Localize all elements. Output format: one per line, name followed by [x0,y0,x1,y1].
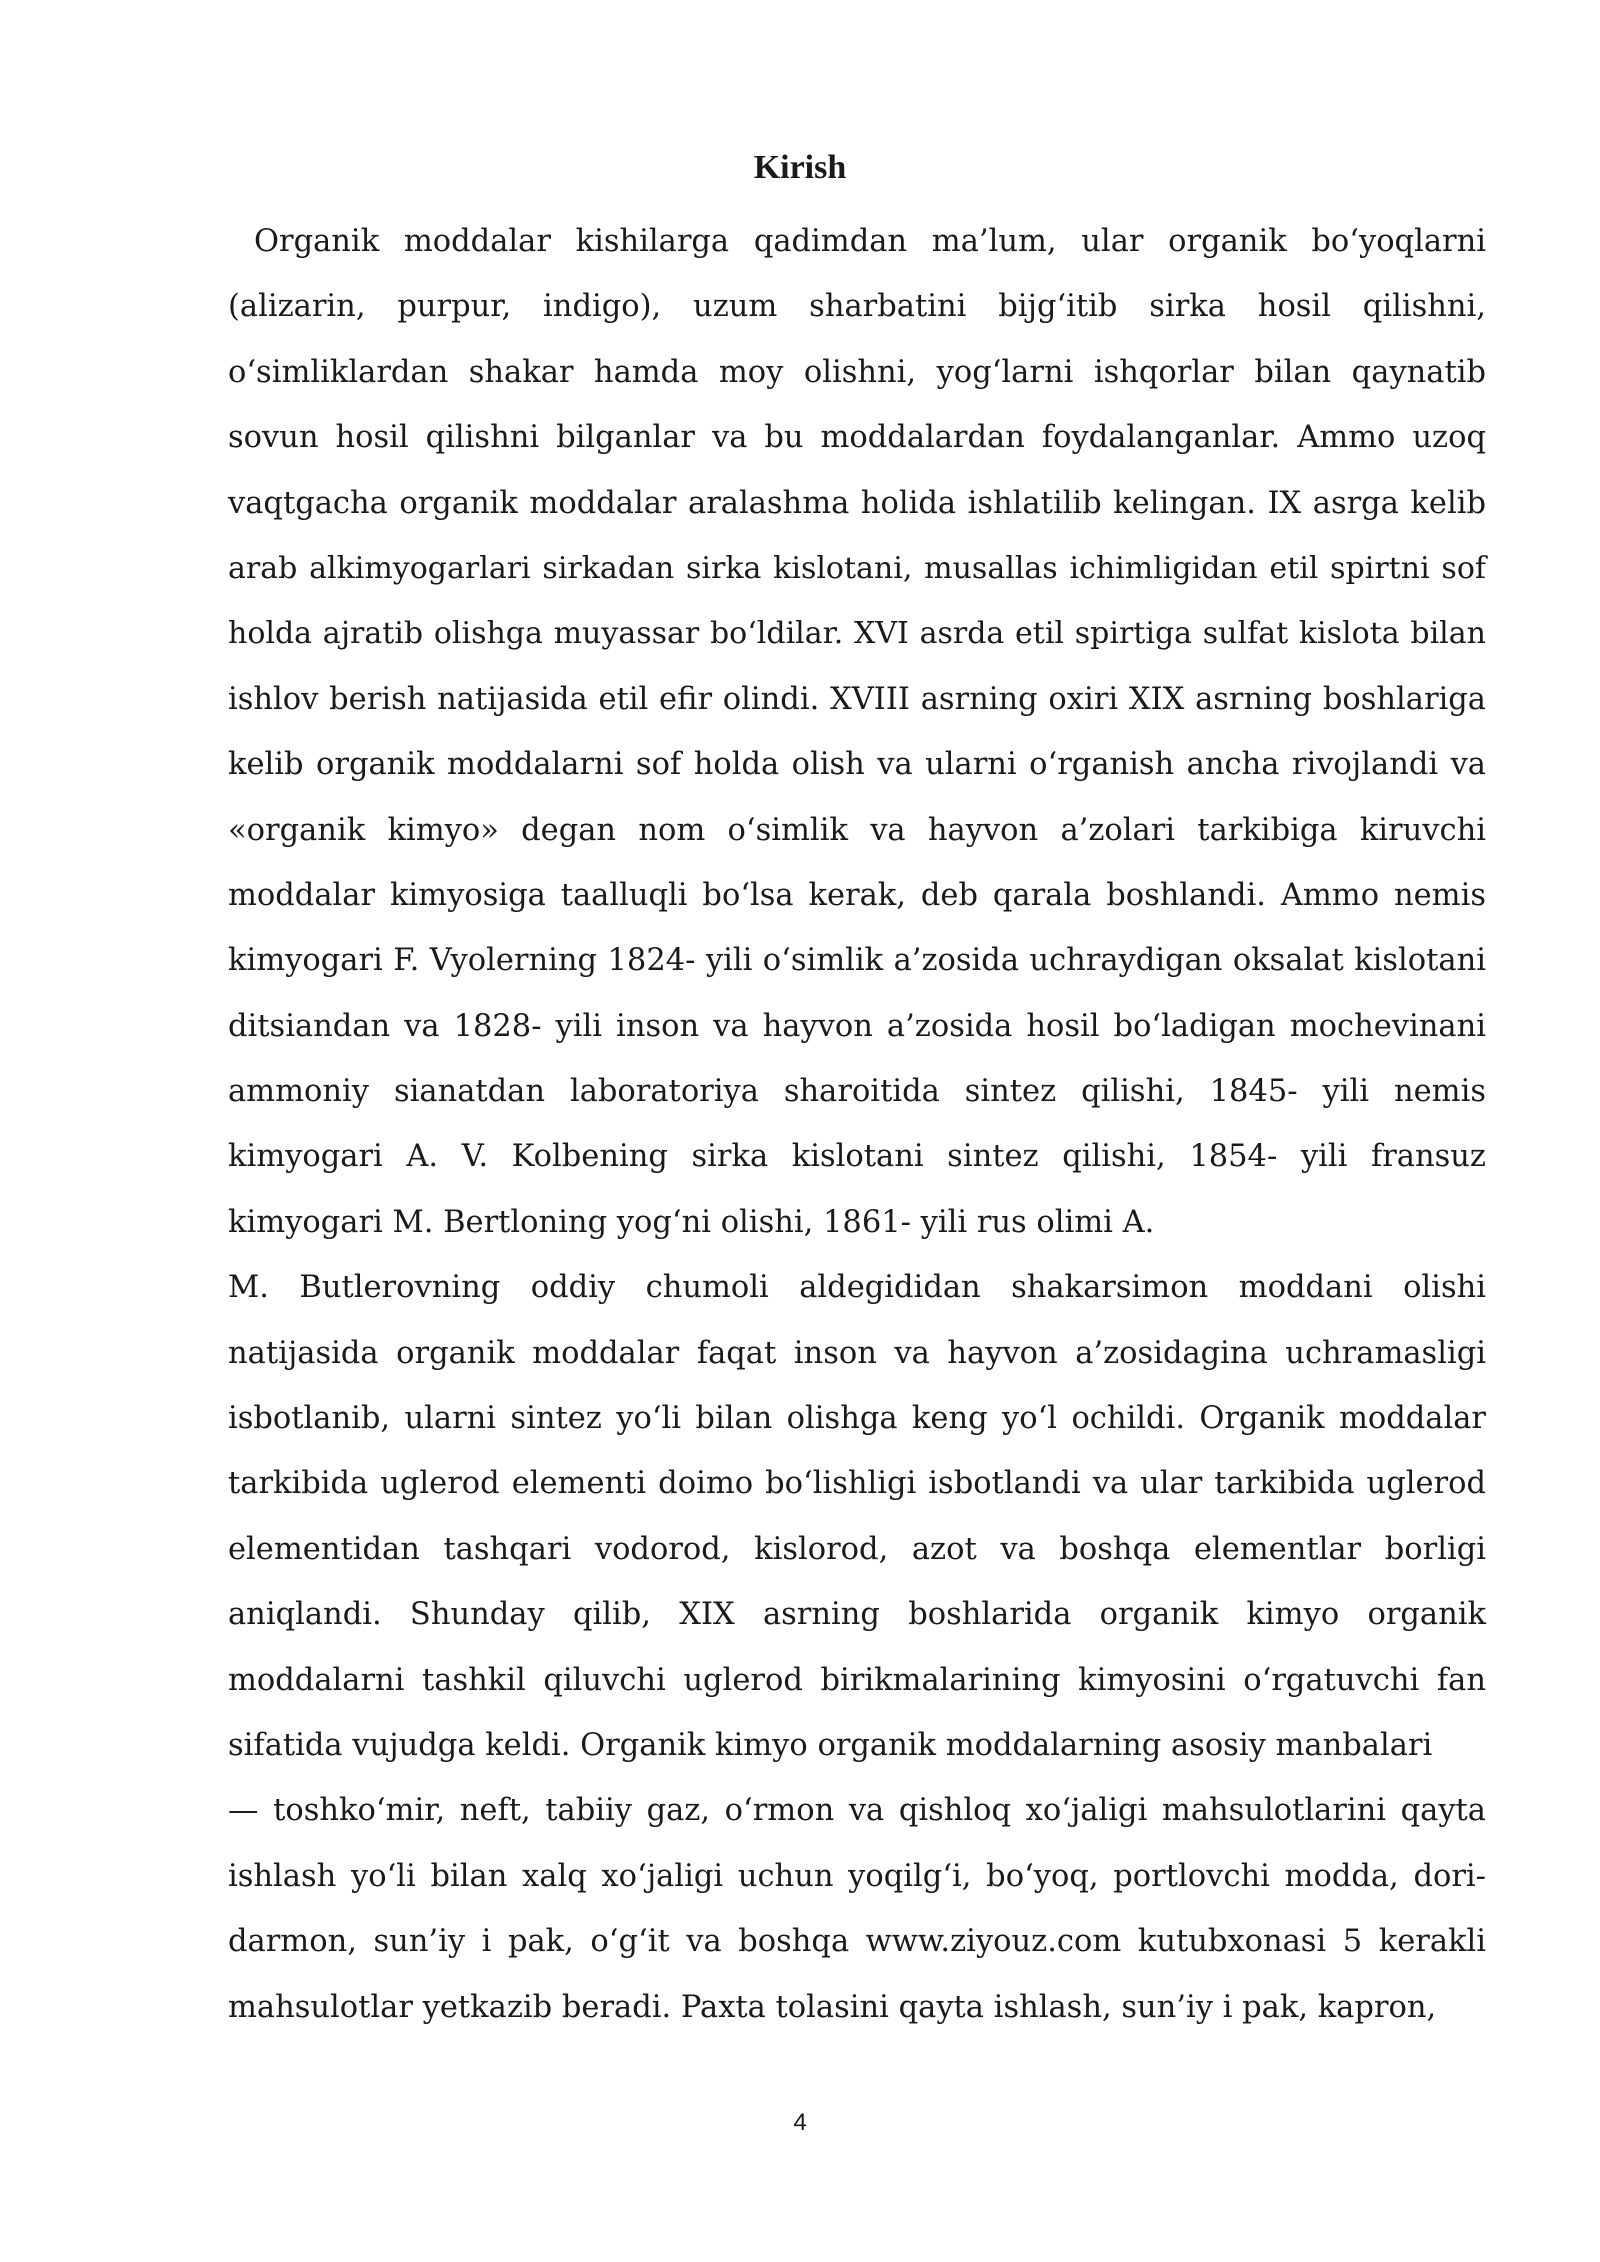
text-line: ditsiandan va 1828- yili inson va hayvon a’zosida hosil bo‘ladigan mochevinani [228,1008,1486,1044]
body-text [228,209,1486,2040]
text-line: o‘simliklardan shakar hamda moy olishni, yog‘larni ishqorlar bilan qaynatib [228,354,1486,390]
text-line: ishlov berish natijasida etil efir olindi. XVIII asrning oxiri XIX asrning boshlariga [228,681,1486,717]
text-line: natijasida organik moddalar faqat inson va hayvon a’zosidagina uchramasligi [228,1335,1486,1371]
text-line: darmon, sun’iy i pak, o‘g‘it va boshqa www.ziyouz.com kutubxonasi 5 kerakli [228,1924,1486,1960]
text-line: vaqtgacha organik moddalar aralashma holida ishlatilib kelingan. IX asrga kelib [228,485,1486,521]
text-line: kelib organik moddalarni sof holda olish va ularni o‘rganish ancha rivojlandi va [228,747,1486,783]
text-line: tarkibida uglerod elementi doimo bo‘lishligi isbotlandi va ular tarkibida uglerod [228,1466,1486,1502]
text-line: aniqlandi. Shunday qilib, XIX asrning boshlarida organik kimyo organik [228,1597,1486,1633]
text-line: ammoniy sianatdan laboratoriya sharoitida sintez qilishi, 1845- yili nemis [228,1074,1486,1110]
text-line: moddalarni tashkil qiluvchi uglerod birikmalarining kimyosini o‘rgatuvchi fan [228,1662,1486,1698]
text-line: «organik kimyo» degan nom o‘simlik va hayvon a’zolari tarkibiga kiruvchi [228,812,1486,848]
text-line: — toshko‘mir, neft, tabiiy gaz, o‘rmon va qishloq xo‘jaligi mahsulotlarini qayta [228,1793,1486,1829]
text-line: kimyogari A. V. Kolbening sirka kislotani sintez qilishi, 1854- yili fransuz [228,1139,1486,1175]
text-line: isbotlanib, ularni sintez yo‘li bilan olishga keng yo‘l ochildi. Organik moddalar [228,1401,1486,1437]
text-line: kimyogari M. Bertloning yog‘ni olishi, 1861- yili rus olimi A. [228,1204,1155,1240]
text-line: ishlash yo‘li bilan xalq xo‘jaligi uchun yoqilg‘i, bo‘yoq, portlovchi modda, dori- [228,1858,1486,1894]
text-line: holda ajratib olishga muyassar bo‘ldilar. XVI asrda etil spirtiga sulfat kislota bilan [228,616,1486,652]
text-line: arab alkimyogarlari sirkadan sirka kislotani, musallas ichimligidan etil spirtni sof [228,550,1486,586]
text-line: sifatida vujudga keldi. Organik kimyo organik moddalarning asosiy manbalari [228,1727,1433,1763]
text-line: elementidan tashqari vodorod, kislorod, azot va boshqa elementlar borligi [228,1531,1486,1567]
text-line: mahsulotlar yetkazib beradi. Paxta tolasini qayta ishlash, sun’iy i pak, kapron, [228,1989,1437,2025]
text-line: (alizarin, purpur, indigo), uzum sharbatini bijg‘itib sirka hosil qilishni, [228,289,1486,325]
page-number: 4 [793,2109,807,2136]
text-line: sovun hosil qilishni bilganlar va bu moddalardan foydalanganlar. Ammo uzoq [228,420,1486,456]
text-line: moddalar kimyosiga taalluqli bo‘lsa kerak, deb qarala boshlandi. Ammo nemis [228,877,1486,913]
text-line: Organik moddalar kishilarga qadimdan ma’lum, ular organik bo‘yoqlarni [254,224,1486,259]
page-heading: Kirish [753,149,847,186]
text-line: M. Butlerovning oddiy chumoli aldegididan shakarsimon moddani olishi [228,1270,1486,1306]
text-line: kimyogari F. Vyolerning 1824- yili o‘simlik a’zosida uchraydigan oksalat kislotani [228,943,1486,979]
